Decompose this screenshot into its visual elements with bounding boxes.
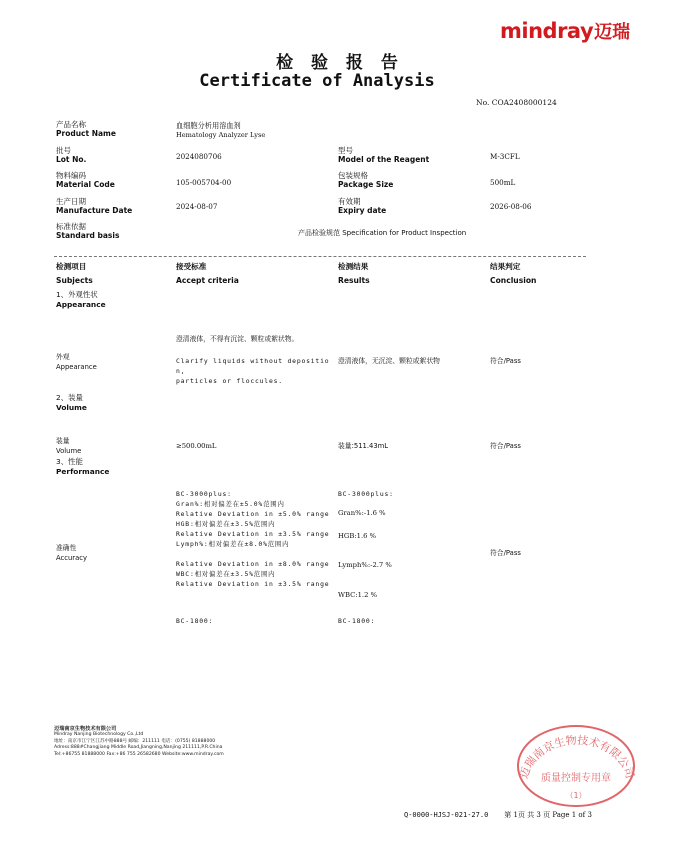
accuracy-criteria-bc1800: BC-1800: xyxy=(176,617,214,625)
page-indicator: 第 1页 共 3 页 Page 1 of 3 xyxy=(504,811,592,819)
logo-cn: 迈瑞 xyxy=(594,22,631,43)
result-bc1800: BC-1800: xyxy=(338,617,376,625)
appearance-criteria-cn: 澄清液体，不得有沉淀、颗粒或絮状物。 xyxy=(176,335,299,343)
manufacture-date-label: 生产日期 Manufacture Date xyxy=(56,197,133,215)
section-appearance: 1、外观性状 Appearance xyxy=(56,290,106,309)
appearance-criteria-en: Clarify liquids without depositio n, particles or floccules. xyxy=(176,357,330,385)
model-value: M-3CFL xyxy=(490,152,520,161)
result-hgb: HGB:1.6 % xyxy=(338,532,377,540)
appearance-result: 澄清液体，无沉淀、颗粒或絮状物 xyxy=(338,357,440,365)
package-size-value: 500mL xyxy=(490,178,516,187)
product-name-label: 产品名称 Product Name xyxy=(56,120,116,138)
result-gran: Gran%:-1.6 % xyxy=(338,509,386,517)
model-label: 型号 Model of the Reagent xyxy=(338,146,430,164)
result-lymph: Lymph%:-2.7 % xyxy=(338,561,392,569)
appearance-conclusion: 符合/Pass xyxy=(490,357,521,365)
footer xyxy=(404,810,592,820)
lot-no-value: 2024080706 xyxy=(176,152,222,161)
logo-word: mindray xyxy=(500,19,594,43)
stamp-bottom-text: （1） xyxy=(565,791,587,800)
expiry-date-value: 2026-08-06 xyxy=(490,202,532,211)
accuracy-criteria: BC-3000plus: Gran%:相对偏差在±5.0%范围内 Relative Deviation in ±5.0% range HGB:相对偏差在±3.5%范围内 Relative Deviation in ±3.5% range Lymph%:相对偏差在±8.0%范围内 Relative Deviation in ±8.0% range WBC:相对偏差在±3.5%范围内 Relative Deviation in ±3.5% range xyxy=(176,490,330,588)
header-subjects: 检测项目 Subjects xyxy=(56,262,93,285)
manufacture-date-value: 2024-08-07 xyxy=(176,202,218,211)
accuracy-results-header: BC-3000plus: xyxy=(338,490,394,498)
volume-criteria: ≥500.00mL xyxy=(176,442,217,450)
volume-item: 装量 Volume xyxy=(56,437,82,455)
stamp-center-text: 质量控制专用章 xyxy=(541,773,611,784)
company-info: 迈瑞南京生物技术有限公司 Mindray Nanjing Biotechnology Co.,Ltd 地址：南京市江宁区江苏中路888号 邮编：211111 电话：(0755) 81888000 Adress:888#Changjiang Middle Road,Jiangning,Nanjing 211111,P.R.China Tel:+86755 81888000 Fax:+86 755 26582680 Website:www.mindray.com xyxy=(54,726,224,757)
material-code-label: 物料编码 Material Code xyxy=(56,171,115,189)
accuracy-conclusion: 符合/Pass xyxy=(490,549,521,557)
section-performance: 3、性能 Performance xyxy=(56,457,110,476)
table-divider xyxy=(54,256,586,257)
expiry-date-label: 有效期 Expiry date xyxy=(338,197,387,215)
volume-conclusion: 符合/Pass xyxy=(490,442,521,450)
result-wbc: WBC:1.2 % xyxy=(338,591,378,599)
section-volume: 2、装量 Volume xyxy=(56,393,87,412)
appearance-item: 外观 Appearance xyxy=(56,353,97,371)
document-code: Q-0000-HJSJ-021-27.0 xyxy=(404,811,489,819)
title-en: Certificate of Analysis xyxy=(199,71,435,91)
standard-basis-label: 标准依据 Standard basis xyxy=(56,222,120,240)
accuracy-item: 准确性 Accuracy xyxy=(56,544,88,562)
standard-basis-value: 产品检验规范 Specification for Product Inspection xyxy=(298,229,467,237)
stamp-top-text: 迈瑞南京生物技术有限公司 xyxy=(517,733,637,781)
header-results: 检测结果 Results xyxy=(338,262,370,285)
mindray-logo xyxy=(500,18,640,46)
certificate-number: No. COA2408000124 xyxy=(476,98,557,107)
lot-no-label: 批号 Lot No. xyxy=(56,146,87,164)
material-code-value: 105-005704-00 xyxy=(176,178,232,187)
volume-result: 装量:511.43mL xyxy=(338,442,389,450)
title-cn: 检 验 报 告 xyxy=(276,53,404,73)
header-accept-criteria: 接受标准 Accept criteria xyxy=(176,262,239,285)
package-size-label: 包装规格 Package Size xyxy=(338,171,394,189)
header-conclusion: 结果判定 Conclusion xyxy=(490,262,537,285)
product-name-value: 血细胞分析用溶血剂 Hematology Analyzer Lyse xyxy=(176,121,266,139)
quality-control-stamp xyxy=(514,718,638,808)
